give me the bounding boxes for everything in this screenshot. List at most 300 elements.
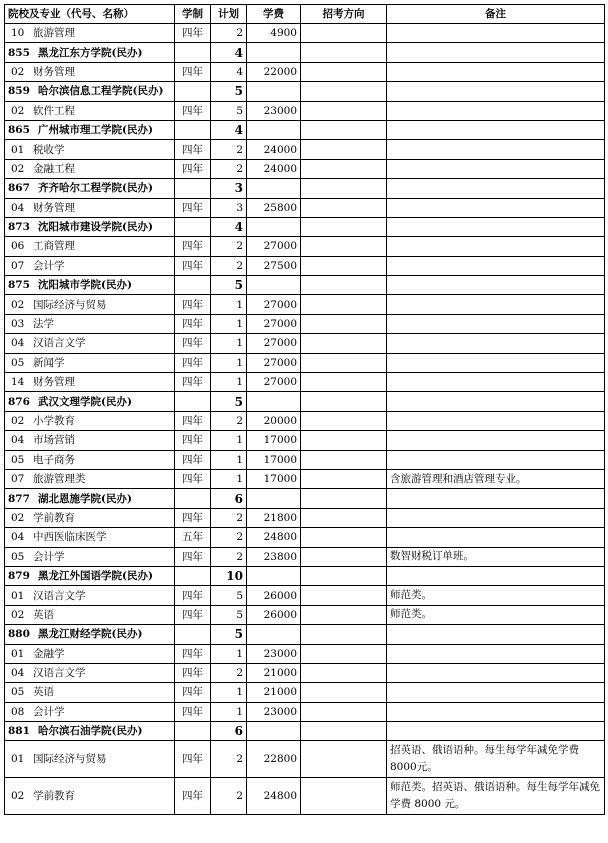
direction-cell [301,741,387,778]
plan-cell: 5 [211,101,247,120]
fee-cell: 17000 [247,431,301,450]
major-code: 04 [11,337,25,350]
direction-cell [301,605,387,624]
school-name: 沈阳城市学院(民办) [38,279,132,292]
school-row [5,43,605,62]
school-plan-cell: 4 [211,217,247,236]
major-name: 英语 [33,608,54,621]
school-name-cell [5,217,175,236]
major-row [5,508,605,527]
school-name-cell [5,566,175,585]
major-name-cell [5,237,175,256]
major-row [5,353,605,372]
system-cell [175,392,211,411]
remark-cell [387,256,605,275]
school-plan-cell: 5 [211,392,247,411]
school-name-cell [5,489,175,508]
school-plan-cell: 6 [211,489,247,508]
system-cell [175,722,211,741]
major-row [5,256,605,275]
direction-cell [301,586,387,605]
major-code: 01 [11,143,25,156]
direction-cell [301,43,387,62]
system-cell [175,120,211,139]
school-row [5,566,605,585]
direction-cell [301,24,387,43]
school-plan-cell: 10 [211,566,247,585]
major-code: 02 [11,162,25,175]
direction-cell [301,159,387,178]
plan-cell: 5 [211,605,247,624]
plan-cell: 1 [211,431,247,450]
fee-cell: 23000 [247,644,301,663]
major-name-cell [5,663,175,682]
system-cell: 四年 [175,101,211,120]
major-name-cell [5,334,175,353]
major-row [5,741,605,778]
fee-cell: 27000 [247,314,301,333]
school-code: 880 [8,628,30,641]
system-cell: 四年 [175,683,211,702]
major-row [5,314,605,333]
major-row [5,24,605,43]
plan-cell: 1 [211,683,247,702]
school-row [5,217,605,236]
major-name: 国际经济与贸易 [33,753,107,766]
major-row [5,334,605,353]
direction-cell [301,101,387,120]
system-cell [175,489,211,508]
system-cell [175,625,211,644]
direction-cell [301,314,387,333]
system-cell: 四年 [175,469,211,488]
major-name-cell [5,411,175,430]
remark-cell [387,43,605,62]
enrollment-plan-table [4,4,605,815]
system-cell [175,217,211,236]
major-code: 06 [11,240,25,253]
school-plan-cell: 5 [211,276,247,295]
major-name-cell [5,528,175,547]
fee-cell: 24000 [247,159,301,178]
major-code: 02 [11,298,25,311]
major-name: 会计学 [33,259,65,272]
plan-cell: 1 [211,314,247,333]
fee-cell: 22800 [247,741,301,778]
direction-cell [301,722,387,741]
major-code: 02 [11,65,25,78]
direction-cell [301,566,387,585]
major-code: 04 [11,667,25,680]
major-name-cell [5,159,175,178]
major-name: 会计学 [33,550,65,563]
major-row [5,702,605,721]
major-row [5,644,605,663]
major-row [5,62,605,81]
remark-cell [387,373,605,392]
remark-cell [387,198,605,217]
remark-cell [387,566,605,585]
school-name: 沈阳城市建设学院(民办) [38,221,153,234]
header-direction: 招考方向 [301,5,387,24]
direction-cell [301,663,387,682]
plan-cell: 3 [211,198,247,217]
direction-cell [301,217,387,236]
remark-cell [387,722,605,741]
major-name: 汉语言文学 [33,337,86,350]
plan-cell: 2 [211,237,247,256]
fee-cell [247,489,301,508]
major-name-cell [5,741,175,778]
major-row [5,605,605,624]
system-cell: 四年 [175,295,211,314]
school-code: 865 [8,124,30,137]
remark-cell [387,24,605,43]
school-name-cell [5,43,175,62]
major-row [5,431,605,450]
fee-cell [247,722,301,741]
system-cell: 四年 [175,431,211,450]
remark-cell [387,625,605,644]
direction-cell [301,508,387,527]
system-cell: 四年 [175,373,211,392]
major-code: 02 [11,104,25,117]
major-row [5,140,605,159]
system-cell: 四年 [175,62,211,81]
fee-cell [247,276,301,295]
fee-cell: 21800 [247,508,301,527]
direction-cell [301,334,387,353]
major-row [5,411,605,430]
major-row [5,528,605,547]
major-name-cell [5,683,175,702]
major-name-cell [5,373,175,392]
system-cell: 四年 [175,644,211,663]
fee-cell: 17000 [247,469,301,488]
major-row [5,547,605,566]
school-code: 877 [8,492,30,505]
plan-cell: 5 [211,586,247,605]
school-plan-cell: 5 [211,625,247,644]
fee-cell: 22000 [247,62,301,81]
system-cell: 四年 [175,450,211,469]
remark-cell [387,82,605,101]
school-code: 875 [8,279,30,292]
system-cell: 四年 [175,334,211,353]
remark-cell [387,237,605,256]
remark-cell [387,489,605,508]
major-code: 05 [11,550,25,563]
direction-cell [301,179,387,198]
remark-cell [387,217,605,236]
remark-cell [387,334,605,353]
major-code: 05 [11,686,25,699]
plan-cell: 1 [211,469,247,488]
system-cell: 四年 [175,256,211,275]
major-name-cell [5,256,175,275]
school-name-cell [5,120,175,139]
direction-cell [301,295,387,314]
major-name-cell [5,547,175,566]
system-cell: 四年 [175,586,211,605]
remark-cell: 招英语、俄语语种。每生每学年减免学费8000元。 [387,741,605,778]
major-name: 工商管理 [33,240,75,253]
major-code: 04 [11,531,25,544]
major-code: 02 [11,511,25,524]
fee-cell: 23000 [247,702,301,721]
fee-cell: 27000 [247,237,301,256]
major-name: 新闻学 [33,356,65,369]
system-cell: 四年 [175,314,211,333]
fee-cell: 25800 [247,198,301,217]
major-row [5,295,605,314]
fee-cell: 24800 [247,778,301,815]
system-cell: 四年 [175,353,211,372]
major-name: 旅游管理 [33,27,75,40]
system-cell: 四年 [175,702,211,721]
plan-cell: 2 [211,508,247,527]
fee-cell [247,43,301,62]
header-row [5,5,605,24]
plan-cell: 2 [211,256,247,275]
major-code: 07 [11,259,25,272]
remark-cell [387,450,605,469]
fee-cell: 23000 [247,101,301,120]
major-code: 08 [11,705,25,718]
major-row [5,373,605,392]
major-code: 02 [11,790,25,803]
fee-cell [247,217,301,236]
direction-cell [301,528,387,547]
plan-cell: 2 [211,24,247,43]
direction-cell [301,276,387,295]
major-row [5,778,605,815]
remark-cell [387,508,605,527]
major-name: 中西医临床医学 [33,531,107,544]
major-name-cell [5,295,175,314]
fee-cell: 20000 [247,411,301,430]
school-name: 黑龙江财经学院(民办) [38,628,143,641]
major-name: 金融学 [33,647,65,660]
direction-cell [301,702,387,721]
fee-cell: 26000 [247,605,301,624]
fee-cell: 27000 [247,334,301,353]
major-code: 04 [11,201,25,214]
school-code: 859 [8,85,30,98]
direction-cell [301,237,387,256]
fee-cell: 21000 [247,683,301,702]
school-row [5,489,605,508]
direction-cell [301,489,387,508]
major-row [5,450,605,469]
system-cell: 四年 [175,198,211,217]
plan-cell: 2 [211,741,247,778]
major-name-cell [5,469,175,488]
major-code: 01 [11,753,25,766]
fee-cell: 17000 [247,450,301,469]
fee-cell: 27000 [247,373,301,392]
system-cell: 四年 [175,411,211,430]
school-name: 广州城市理工学院(民办) [38,124,153,137]
header-name: 院校及专业（代号、名称） [5,5,175,24]
remark-cell [387,179,605,198]
fee-cell: 23800 [247,547,301,566]
major-code: 05 [11,356,25,369]
remark-cell [387,702,605,721]
major-name-cell [5,353,175,372]
major-name-cell [5,644,175,663]
major-row [5,469,605,488]
school-row [5,722,605,741]
direction-cell [301,140,387,159]
major-code: 01 [11,589,25,602]
direction-cell [301,431,387,450]
school-row [5,392,605,411]
major-name: 学前教育 [33,790,75,803]
school-row [5,179,605,198]
direction-cell [301,82,387,101]
remark-cell [387,101,605,120]
plan-cell: 2 [211,140,247,159]
system-cell: 四年 [175,508,211,527]
major-name-cell [5,140,175,159]
system-cell: 四年 [175,741,211,778]
school-code: 879 [8,570,30,583]
remark-cell [387,314,605,333]
header-fee: 学费 [247,5,301,24]
major-name: 会计学 [33,705,65,718]
major-name-cell [5,778,175,815]
plan-cell: 1 [211,334,247,353]
direction-cell [301,450,387,469]
major-name: 法学 [33,318,54,331]
remark-cell: 师范类。 [387,586,605,605]
remark-cell [387,353,605,372]
plan-cell: 4 [211,62,247,81]
major-name-cell [5,431,175,450]
direction-cell [301,256,387,275]
school-row [5,120,605,139]
school-name: 哈尔滨石油学院(民办) [38,725,143,738]
direction-cell [301,198,387,217]
major-name: 财务管理 [33,376,75,389]
header-remark: 备注 [387,5,605,24]
direction-cell [301,120,387,139]
major-row [5,683,605,702]
major-code: 03 [11,318,25,331]
major-code: 02 [11,608,25,621]
school-name-cell [5,392,175,411]
major-row [5,159,605,178]
major-name: 税收学 [33,143,65,156]
school-plan-cell: 6 [211,722,247,741]
major-name-cell [5,605,175,624]
header-system: 学制 [175,5,211,24]
major-name-cell [5,702,175,721]
school-name-cell [5,625,175,644]
system-cell: 四年 [175,159,211,178]
major-name-cell [5,450,175,469]
major-row [5,198,605,217]
major-name-cell [5,198,175,217]
fee-cell [247,625,301,644]
school-row [5,625,605,644]
school-code: 876 [8,395,30,408]
remark-cell: 含旅游管理和酒店管理专业。 [387,469,605,488]
system-cell: 四年 [175,605,211,624]
school-plan-cell: 3 [211,179,247,198]
system-cell: 四年 [175,663,211,682]
plan-cell: 1 [211,373,247,392]
school-code: 867 [8,182,30,195]
plan-cell: 2 [211,159,247,178]
direction-cell [301,683,387,702]
fee-cell [247,566,301,585]
remark-cell [387,120,605,139]
remark-cell [387,528,605,547]
school-name-cell [5,276,175,295]
fee-cell: 21000 [247,663,301,682]
fee-cell [247,179,301,198]
major-name-cell [5,508,175,527]
school-plan-cell: 5 [211,82,247,101]
major-name: 英语 [33,686,54,699]
major-name: 电子商务 [33,453,75,466]
school-name-cell [5,179,175,198]
direction-cell [301,644,387,663]
major-name: 软件工程 [33,104,75,117]
plan-cell: 1 [211,702,247,721]
remark-cell [387,276,605,295]
major-name: 市场营销 [33,434,75,447]
remark-cell: 数智财税订单班。 [387,547,605,566]
direction-cell [301,373,387,392]
school-name-cell [5,82,175,101]
plan-cell: 1 [211,295,247,314]
major-name: 财务管理 [33,65,75,78]
fee-cell: 27000 [247,295,301,314]
major-name-cell [5,586,175,605]
remark-cell: 师范类。 [387,605,605,624]
system-cell [175,179,211,198]
header-plan: 计划 [211,5,247,24]
major-name: 小学教育 [33,415,75,427]
direction-cell [301,353,387,372]
remark-cell [387,411,605,430]
plan-cell: 2 [211,411,247,430]
school-name: 湖北恩施学院(民办) [38,492,132,505]
system-cell [175,566,211,585]
major-name: 学前教育 [33,511,75,524]
school-code: 873 [8,221,30,234]
direction-cell [301,469,387,488]
fee-cell: 24000 [247,140,301,159]
remark-cell [387,431,605,450]
fee-cell: 4900 [247,24,301,43]
system-cell [175,82,211,101]
system-cell: 四年 [175,140,211,159]
school-row [5,276,605,295]
system-cell: 四年 [175,547,211,566]
major-name-cell [5,314,175,333]
major-row [5,101,605,120]
school-plan-cell: 4 [211,120,247,139]
school-code: 881 [8,725,30,738]
fee-cell [247,392,301,411]
major-code: 05 [11,453,25,466]
direction-cell [301,625,387,644]
plan-cell: 1 [211,353,247,372]
